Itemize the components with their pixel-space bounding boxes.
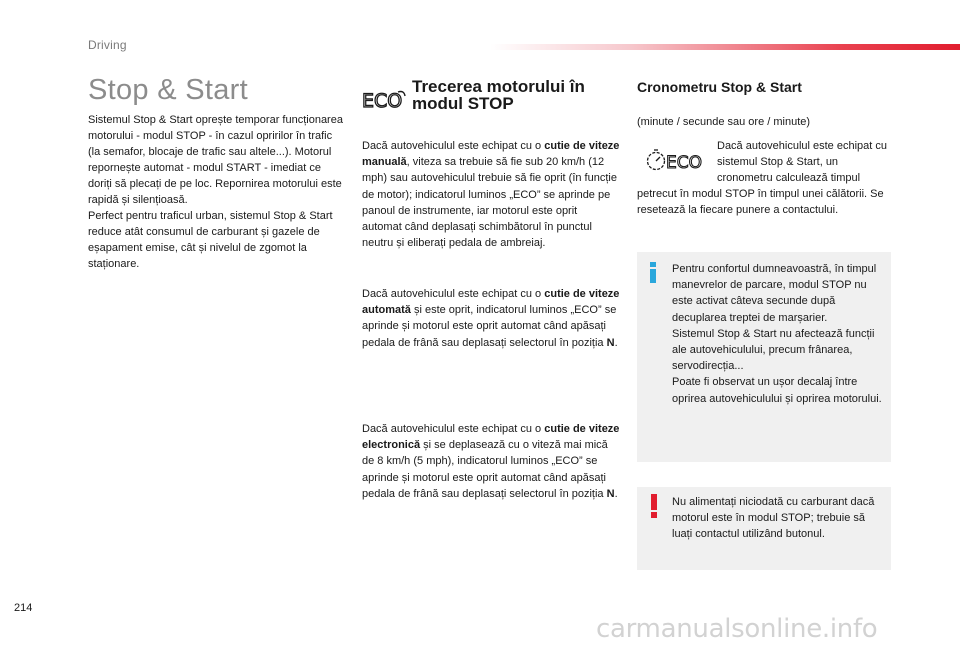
header-accent-bar bbox=[490, 44, 960, 50]
stopwatch-eco-icon bbox=[645, 148, 705, 172]
p1-bold: cutie de viteze manuală bbox=[362, 140, 620, 169]
timer-units: (minute / secunde sau ore / minute) bbox=[637, 116, 811, 128]
p2-text-mid: și este oprit, indicatorul luminos „ECO” se aprinde și motorul este oprit automat când apăsați pedala de frână sau deplasați selectorul în poziția bbox=[362, 304, 617, 349]
p2-bold: cutie de viteze automată bbox=[362, 288, 620, 317]
eco-icon bbox=[362, 90, 406, 110]
warning-icon bbox=[647, 494, 661, 518]
stop-mode-title: Trecerea motorului în modul STOP bbox=[412, 77, 585, 113]
info-note-box bbox=[637, 252, 891, 462]
info-note-text: Pentru confortul dumneavoastră, în timpul manevrelor de parcare, modul STOP nu este activat câteva secunde după decuplarea treptei de marșarier. Sistemul Stop & Start nu afectează funcții ale autovehiculului, precum frânarea, servodirecția... Poate fi observat un ușor decalaj între oprirea autovehiculului și oprirea motorului. bbox=[672, 263, 882, 405]
automatic-gearbox-paragraph bbox=[362, 286, 620, 351]
p2-text: Dacă autovehiculul este echipat cu o bbox=[362, 288, 545, 300]
section-label: Driving bbox=[88, 38, 127, 52]
eco-icon-label: ECO bbox=[362, 90, 403, 110]
page-number: 214 bbox=[14, 602, 33, 614]
p3-text-end: . bbox=[614, 487, 618, 500]
page-title: Stop & Start bbox=[88, 74, 248, 106]
p3-text-mid: și se deplasează cu o viteză mai mică de 8 km/h (5 mph), indicatorul luminos „ECO” se aprinde și motorul este oprit automat când apăsați pedala de frână sau deplasați selectorul în poziția bbox=[362, 439, 608, 500]
watermark-text: carmanualsonline.info bbox=[596, 614, 878, 644]
stopwatch-eco-label: ECO bbox=[666, 153, 702, 172]
p3-text: Dacă autovehiculul este echipat cu o bbox=[362, 423, 545, 435]
stop-mode-column bbox=[362, 77, 620, 500]
intro-column bbox=[88, 72, 343, 272]
timer-title: Cronometru Stop & Start bbox=[637, 79, 802, 95]
manual-gearbox-paragraph bbox=[362, 138, 620, 251]
timer-text-a: Dacă autovehiculul este echipat cu sistemul Stop & Start, un cronometru calculează timpul bbox=[717, 140, 887, 184]
timer-text-b: petrecut în modul STOP în timpul unei călătorii. Se resetează la fiecare punere a contactului. bbox=[637, 188, 884, 216]
p3-gear-n: N bbox=[606, 487, 615, 500]
p3-bold: cutie de viteze electronică bbox=[362, 423, 620, 452]
p1-text-end: , viteza sa trebuie să fie sub 20 km/h (12 mph) sau autovehiculul trebuie să fie oprit (în funcție de motor); indicatorul luminos „ECO” se aprinde pe panoul de instrumente, iar motorul este oprit automat când deplasați schimbătorul în punctul neutru și eliberați pedala de ambreiaj. bbox=[362, 156, 617, 250]
info-icon bbox=[646, 261, 660, 283]
timer-column bbox=[637, 78, 891, 216]
p1-text: Dacă autovehiculul este echipat cu o bbox=[362, 140, 545, 152]
warning-note-text: Nu alimentați niciodată cu carburant dacă motorul este în modul STOP; trebuie să luați contactul utilizând butonul. bbox=[672, 496, 875, 541]
p2-text-end: . bbox=[614, 336, 618, 349]
warning-note-box bbox=[637, 487, 891, 570]
electronic-gearbox-paragraph bbox=[362, 421, 620, 502]
stop-mode-header bbox=[362, 78, 620, 136]
intro-text: Sistemul Stop & Start oprește temporar funcționarea motorului - modul STOP - în cazul opririlor în trafic (la semafor, blocaje de trafic sau altele...). Motorul repornește automat - modul START - imediat ce doriți să plecați de pe loc. Repornirea motorului este rapidă și silențioasă. Perfect pentru traficul urban, sistemul Stop & Start reduce atât consumul de carburant și gazele de eșapament emise, cât și nivelul de zgomot la staționare. bbox=[88, 114, 343, 270]
p2-gear-n: N bbox=[606, 336, 615, 349]
